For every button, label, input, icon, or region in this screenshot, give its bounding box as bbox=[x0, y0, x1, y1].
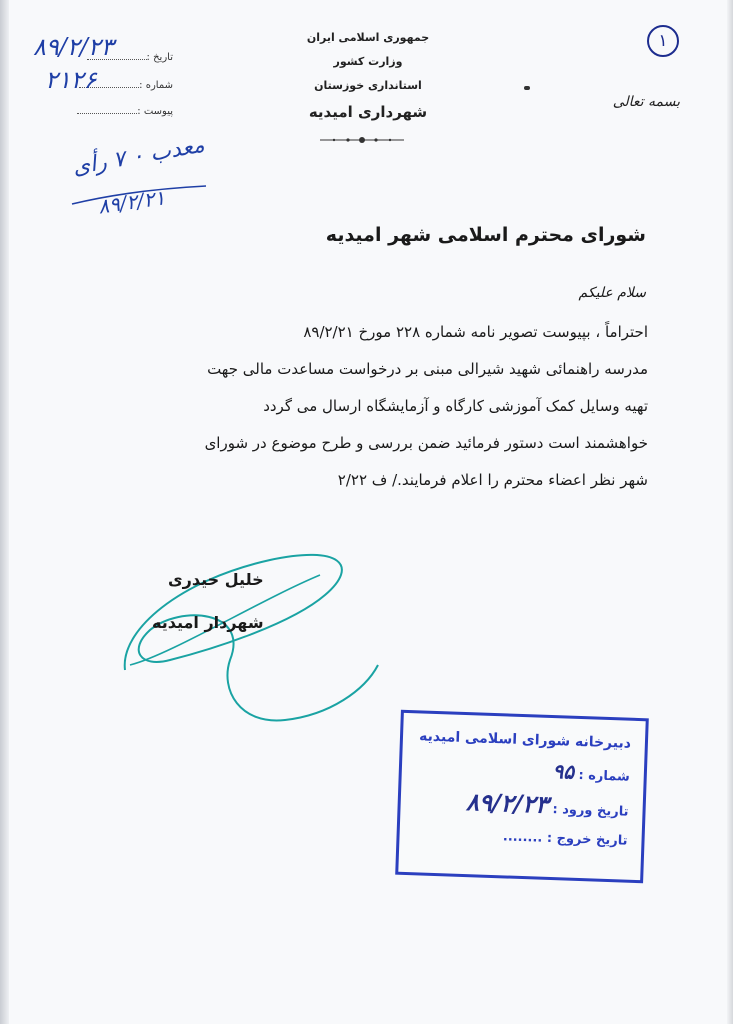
signatory-name: خلیل حیدری bbox=[168, 570, 264, 589]
meta-attachment-field bbox=[58, 106, 173, 117]
basmala: بسمه تعالی bbox=[612, 94, 680, 110]
stamp-entry-value: ۸۹/۲/۲۳ bbox=[465, 787, 549, 819]
stamp-entry-label: تاریخ ورود : bbox=[552, 802, 629, 820]
body-line: شهر نظر اعضاء محترم را اعلام فرمایند./ ف ۲/۲۲ bbox=[337, 471, 648, 489]
registry-stamp bbox=[395, 710, 649, 884]
letterhead-province: استانداری خوزستان bbox=[314, 79, 422, 92]
handwritten-note-date: ۸۹/۲/۲۱ bbox=[96, 185, 167, 219]
meta-attachment-dots bbox=[77, 113, 137, 114]
meta-date-label: تاریخ : bbox=[146, 52, 173, 63]
meta-attachment-label: پیوست : bbox=[137, 106, 173, 117]
body-line: مدرسه راهنمائی شهید شیرالی مبنی بر درخواست مساعدت مالی جهت bbox=[207, 360, 648, 378]
body-line: تهیه وسایل کمک آموزشی کارگاه و آزمایشگاه ارسال می گردد bbox=[263, 397, 648, 415]
signatory-title: شهردار امیدیه bbox=[152, 613, 264, 632]
stamp-exit-value: ........ bbox=[502, 829, 543, 846]
stamp-exit-label: تاریخ خروج : bbox=[546, 830, 628, 849]
addressee: شورای محترم اسلامی شهر امیدیه bbox=[325, 224, 646, 246]
stamp-title: دبیرخانه شورای اسلامی امیدیه bbox=[418, 728, 632, 752]
letterhead bbox=[250, 26, 486, 126]
letterhead-ministry: وزارت کشور bbox=[333, 55, 403, 68]
handwritten-number: ۲۱۲۶ bbox=[45, 66, 97, 94]
handwritten-note: معدب ۰ ۷ رأی bbox=[70, 132, 207, 181]
scan-edge-right bbox=[727, 0, 733, 1024]
letter-body bbox=[88, 314, 648, 499]
greeting: سلام علیکم bbox=[578, 285, 646, 301]
stamp-exit-row bbox=[413, 819, 628, 856]
stamp-number-value: ۹۵ bbox=[552, 759, 575, 784]
ornament-divider bbox=[318, 134, 406, 146]
letterhead-municipality: شهرداری امیدیه bbox=[308, 103, 428, 121]
stamp-number-label: شماره : bbox=[578, 767, 630, 785]
meta-number-label: شماره : bbox=[139, 80, 173, 91]
body-line: احتراماً ، بپیوست تصویر نامه شماره ۲۲۸ مورخ ۸۹/۲/۲۱ bbox=[303, 323, 648, 341]
ink-dot bbox=[524, 86, 530, 90]
page-number-badge: ١ bbox=[647, 25, 679, 57]
scan-edge-left bbox=[0, 0, 9, 1024]
letterhead-country: جمهوری اسلامی ایران bbox=[306, 31, 430, 44]
handwritten-date: ۸۹/۲/۲۳ bbox=[33, 33, 114, 61]
body-line: خواهشمند است دستور فرمائید ضمن بررسی و طرح موضوع در شورای bbox=[204, 434, 648, 452]
